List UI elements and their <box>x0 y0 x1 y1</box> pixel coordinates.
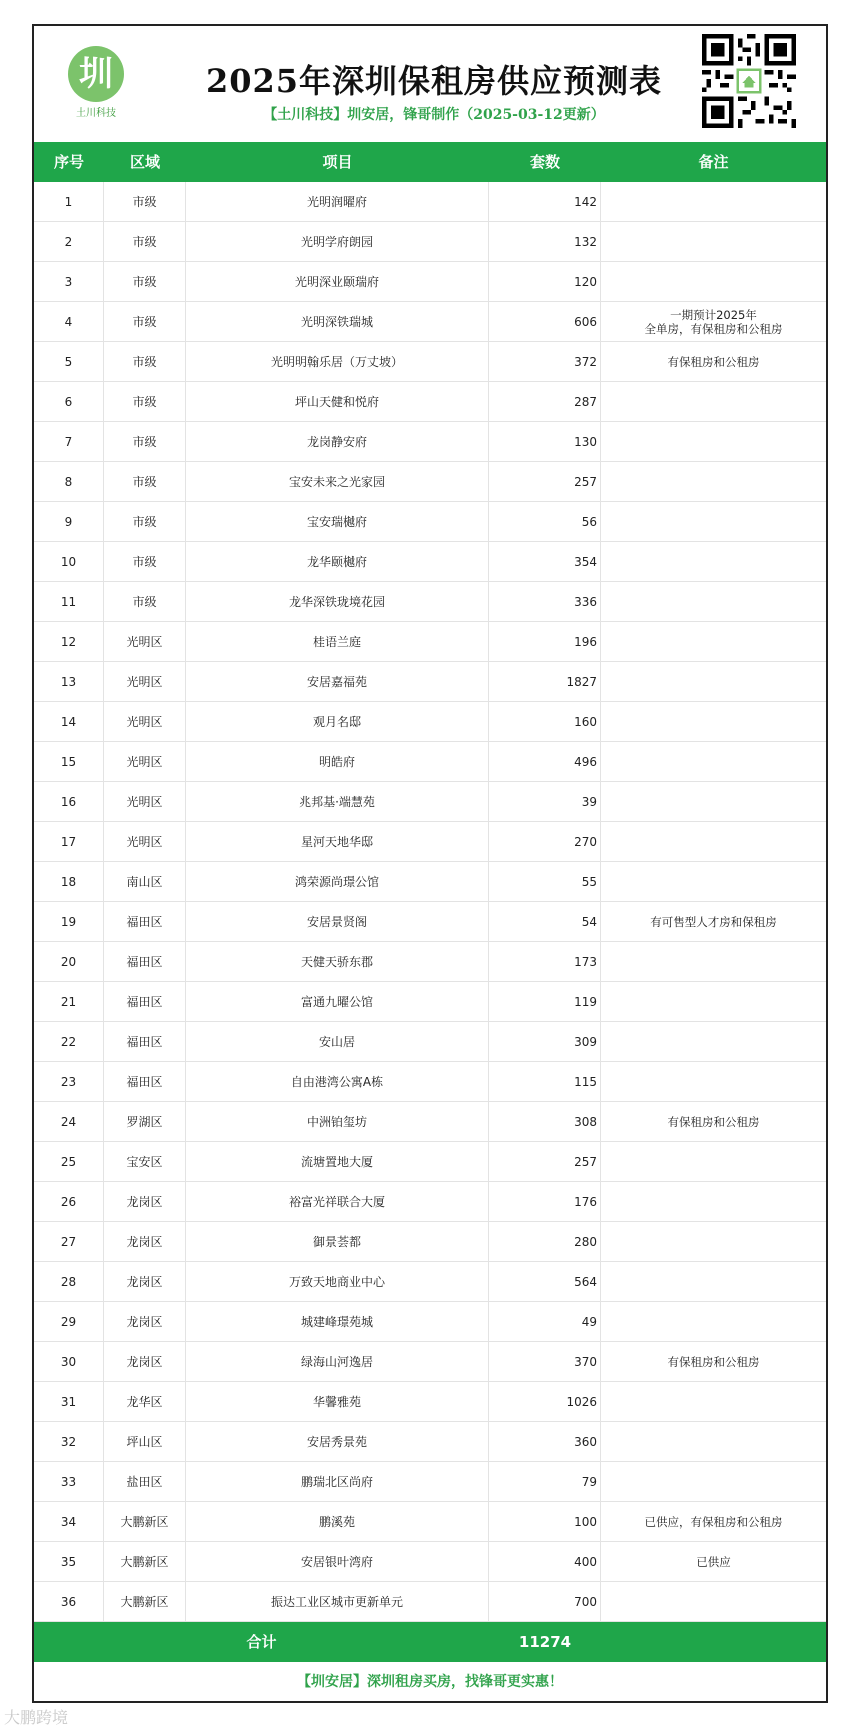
cell-district: 龙华区 <box>104 1382 186 1421</box>
cell-district: 福田区 <box>104 982 186 1021</box>
cell-units: 270 <box>489 822 601 861</box>
cell-district: 福田区 <box>104 1062 186 1101</box>
cell-notes <box>601 1302 826 1341</box>
cell-notes <box>601 1022 826 1061</box>
cell-index: 24 <box>34 1102 104 1141</box>
cell-project: 宝安未来之光家园 <box>186 462 489 501</box>
cell-index: 2 <box>34 222 104 261</box>
cell-index: 33 <box>34 1462 104 1501</box>
cell-index: 19 <box>34 902 104 941</box>
table-row <box>34 582 826 622</box>
cell-project: 桂语兰庭 <box>186 622 489 661</box>
cell-index: 16 <box>34 782 104 821</box>
cell-index: 11 <box>34 582 104 621</box>
cell-notes <box>601 262 826 301</box>
table-row <box>34 742 826 782</box>
cell-project: 光明深业颐瑞府 <box>186 262 489 301</box>
cell-project: 振达工业区城市更新单元 <box>186 1582 489 1621</box>
cell-notes <box>601 782 826 821</box>
cell-notes: 一期预计2025年 全单房，有保租房和公租房 <box>644 307 783 336</box>
cell-notes <box>601 182 826 221</box>
cell-notes <box>601 1062 826 1101</box>
cell-units: 400 <box>489 1542 601 1581</box>
table-row <box>34 542 826 582</box>
col-header-units: 套数 <box>529 153 560 171</box>
table-row <box>34 982 826 1022</box>
cell-district: 市级 <box>104 342 186 381</box>
cell-index: 4 <box>34 302 104 341</box>
cell-project: 绿海山河逸居 <box>186 1342 489 1381</box>
table-row <box>34 1422 826 1462</box>
cell-notes: 有保租房和公租房 <box>667 1114 760 1129</box>
cell-district: 光明区 <box>104 822 186 861</box>
cell-units: 280 <box>489 1222 601 1261</box>
table-row <box>34 902 826 942</box>
cell-project: 天健天骄东郡 <box>186 942 489 981</box>
cell-index: 5 <box>34 342 104 381</box>
logo-badge: 圳 <box>68 46 124 102</box>
table-row <box>34 702 826 742</box>
cell-project: 明皓府 <box>186 742 489 781</box>
cell-units: 39 <box>489 782 601 821</box>
cell-district: 坪山区 <box>104 1422 186 1461</box>
cell-district: 大鹏新区 <box>104 1582 186 1621</box>
cell-project: 光明润曜府 <box>186 182 489 221</box>
cell-project: 城建峰璟苑城 <box>186 1302 489 1341</box>
cell-district: 罗湖区 <box>104 1102 186 1141</box>
cell-district: 福田区 <box>104 1022 186 1061</box>
cell-district: 市级 <box>104 462 186 501</box>
cell-district: 宝安区 <box>104 1142 186 1181</box>
cell-index: 6 <box>34 382 104 421</box>
table-row <box>34 462 826 502</box>
cell-notes <box>601 1382 826 1421</box>
col-header-district: 区域 <box>129 153 160 171</box>
cell-project: 龙华颐樾府 <box>186 542 489 581</box>
cell-notes <box>601 822 826 861</box>
cell-project: 光明明翰乐居（万丈坡） <box>186 342 489 381</box>
table-row <box>34 1502 826 1542</box>
cell-project: 中洲铂玺坊 <box>186 1102 489 1141</box>
cell-project: 兆邦基·端慧苑 <box>186 782 489 821</box>
table-header <box>34 142 826 182</box>
cell-index: 1 <box>34 182 104 221</box>
cell-units: 257 <box>489 462 601 501</box>
cell-index: 25 <box>34 1142 104 1181</box>
cell-district: 大鹏新区 <box>104 1542 186 1581</box>
table-row <box>34 262 826 302</box>
cell-project: 鹏溪苑 <box>186 1502 489 1541</box>
cell-units: 115 <box>489 1062 601 1101</box>
cell-notes <box>601 502 826 541</box>
cell-project: 流塘置地大厦 <box>186 1142 489 1181</box>
cell-units: 130 <box>489 422 601 461</box>
total-row <box>34 1622 826 1662</box>
cell-district: 光明区 <box>104 702 186 741</box>
cell-project: 安居秀景苑 <box>186 1422 489 1461</box>
table-row <box>34 1262 826 1302</box>
cell-project: 观月名邸 <box>186 702 489 741</box>
cell-district: 市级 <box>104 222 186 261</box>
table-row <box>34 1582 826 1622</box>
table-row <box>34 1182 826 1222</box>
cell-notes <box>601 1222 826 1261</box>
cell-project: 龙华深铁珑境花园 <box>186 582 489 621</box>
cell-units: 606 <box>489 302 601 341</box>
cell-units: 196 <box>489 622 601 661</box>
cell-district: 市级 <box>104 422 186 461</box>
cell-project: 安山居 <box>186 1022 489 1061</box>
cell-units: 132 <box>489 222 601 261</box>
cell-units: 79 <box>489 1462 601 1501</box>
cell-units: 55 <box>489 862 601 901</box>
cell-project: 星河天地华邸 <box>186 822 489 861</box>
cell-notes <box>601 1462 826 1501</box>
page-title: 2025年深圳保租房供应预测表 <box>205 62 663 100</box>
cell-index: 9 <box>34 502 104 541</box>
cell-district: 市级 <box>104 302 186 341</box>
table-row <box>34 502 826 542</box>
cell-project: 安居银叶湾府 <box>186 1542 489 1581</box>
cell-district: 市级 <box>104 382 186 421</box>
cell-notes <box>601 1422 826 1461</box>
cell-index: 21 <box>34 982 104 1021</box>
cell-district: 光明区 <box>104 782 186 821</box>
cell-project: 宝安瑞樾府 <box>186 502 489 541</box>
cell-units: 287 <box>489 382 601 421</box>
header <box>34 26 826 142</box>
cell-project: 富通九曜公馆 <box>186 982 489 1021</box>
cell-units: 1827 <box>489 662 601 701</box>
cell-index: 15 <box>34 742 104 781</box>
cell-index: 30 <box>34 1342 104 1381</box>
cell-units: 100 <box>489 1502 601 1541</box>
cell-notes <box>601 542 826 581</box>
cell-index: 20 <box>34 942 104 981</box>
qr-code-icon <box>702 34 796 128</box>
cell-notes <box>601 942 826 981</box>
cell-notes <box>601 662 826 701</box>
cell-notes <box>601 622 826 661</box>
cell-units: 54 <box>489 902 601 941</box>
table-row <box>34 862 826 902</box>
cell-units: 360 <box>489 1422 601 1461</box>
cell-project: 光明深铁瑞城 <box>186 302 489 341</box>
cell-index: 10 <box>34 542 104 581</box>
cell-index: 27 <box>34 1222 104 1261</box>
cell-units: 496 <box>489 742 601 781</box>
table-row <box>34 1542 826 1582</box>
cell-project: 安居景贤阁 <box>186 902 489 941</box>
table-body <box>34 182 826 1622</box>
cell-district: 龙岗区 <box>104 1302 186 1341</box>
table-row <box>34 942 826 982</box>
table-row <box>34 1462 826 1502</box>
cell-units: 309 <box>489 1022 601 1061</box>
cell-index: 3 <box>34 262 104 301</box>
cell-notes <box>601 382 826 421</box>
cell-district: 龙岗区 <box>104 1262 186 1301</box>
table-row <box>34 1382 826 1422</box>
total-spacer <box>601 1622 826 1662</box>
cell-units: 308 <box>489 1102 601 1141</box>
table-row <box>34 1222 826 1262</box>
brand-logo <box>64 46 128 119</box>
cell-units: 120 <box>489 262 601 301</box>
cell-notes: 已供应 <box>696 1554 731 1569</box>
cell-notes <box>601 422 826 461</box>
cell-index: 14 <box>34 702 104 741</box>
table-row <box>34 422 826 462</box>
cell-project: 龙岗静安府 <box>186 422 489 461</box>
cell-units: 257 <box>489 1142 601 1181</box>
cell-project: 鸿荣源尚璟公馆 <box>186 862 489 901</box>
page-subtitle: 【土川科技】圳安居，锋哥制作（2025-03-12更新） <box>263 107 605 123</box>
cell-notes <box>601 742 826 781</box>
table-row <box>34 662 826 702</box>
cell-units: 370 <box>489 1342 601 1381</box>
cell-index: 26 <box>34 1182 104 1221</box>
cell-district: 龙岗区 <box>104 1182 186 1221</box>
cell-district: 市级 <box>104 582 186 621</box>
cell-district: 南山区 <box>104 862 186 901</box>
cell-district: 光明区 <box>104 742 186 781</box>
table-row <box>34 822 826 862</box>
cell-notes <box>601 222 826 261</box>
cell-project: 坪山天健和悦府 <box>186 382 489 421</box>
logo-caption: 土川科技 <box>76 108 116 119</box>
cell-notes <box>601 982 826 1021</box>
cell-project: 御景荟都 <box>186 1222 489 1261</box>
table-row <box>34 782 826 822</box>
cell-index: 28 <box>34 1262 104 1301</box>
watermark: 大鹏跨境 <box>4 1708 69 1727</box>
table-row <box>34 1022 826 1062</box>
cell-index: 35 <box>34 1542 104 1581</box>
sheet-frame <box>32 24 828 1703</box>
cell-units: 119 <box>489 982 601 1021</box>
cell-project: 安居嘉福苑 <box>186 662 489 701</box>
cell-district: 市级 <box>104 542 186 581</box>
cell-units: 336 <box>489 582 601 621</box>
cell-index: 8 <box>34 462 104 501</box>
total-label: 合计 <box>246 1633 277 1651</box>
cell-index: 12 <box>34 622 104 661</box>
cell-district: 光明区 <box>104 622 186 661</box>
cell-notes <box>601 1262 826 1301</box>
cell-notes <box>601 862 826 901</box>
cell-district: 盐田区 <box>104 1462 186 1501</box>
cell-index: 17 <box>34 822 104 861</box>
cell-notes <box>601 1182 826 1221</box>
cell-index: 36 <box>34 1582 104 1621</box>
cell-project: 华馨雅苑 <box>186 1382 489 1421</box>
cell-district: 市级 <box>104 262 186 301</box>
cell-notes: 有可售型人才房和保租房 <box>650 914 777 929</box>
cell-project: 鹏瑞北区尚府 <box>186 1462 489 1501</box>
col-header-notes: 备注 <box>698 153 729 171</box>
cell-index: 22 <box>34 1022 104 1061</box>
cell-notes <box>601 1142 826 1181</box>
table-row <box>34 622 826 662</box>
table-row <box>34 222 826 262</box>
cell-notes <box>601 1582 826 1621</box>
cell-notes: 有保租房和公租房 <box>667 1354 760 1369</box>
cell-notes: 已供应，有保租房和公租房 <box>644 1514 783 1529</box>
cell-units: 173 <box>489 942 601 981</box>
cell-project: 万致天地商业中心 <box>186 1262 489 1301</box>
table-row <box>34 1102 826 1142</box>
cell-units: 1026 <box>489 1382 601 1421</box>
cell-district: 大鹏新区 <box>104 1502 186 1541</box>
table-row <box>34 1302 826 1342</box>
cell-notes: 有保租房和公租房 <box>667 354 760 369</box>
cell-index: 7 <box>34 422 104 461</box>
table-row <box>34 1142 826 1182</box>
cell-district: 市级 <box>104 182 186 221</box>
cell-index: 31 <box>34 1382 104 1421</box>
cell-district: 龙岗区 <box>104 1222 186 1261</box>
cell-project: 自由港湾公寓A栋 <box>186 1062 489 1101</box>
table-row <box>34 342 826 382</box>
table-row <box>34 382 826 422</box>
cell-index: 32 <box>34 1422 104 1461</box>
cell-notes <box>601 702 826 741</box>
table-row <box>34 302 826 342</box>
cell-notes <box>601 462 826 501</box>
col-header-project: 项目 <box>322 153 353 171</box>
cell-units: 160 <box>489 702 601 741</box>
cell-index: 23 <box>34 1062 104 1101</box>
cell-index: 34 <box>34 1502 104 1541</box>
cell-units: 176 <box>489 1182 601 1221</box>
cell-index: 18 <box>34 862 104 901</box>
cell-district: 光明区 <box>104 662 186 701</box>
cell-district: 市级 <box>104 502 186 541</box>
footer-slogan: 【圳安居】深圳租房买房，找锋哥更实惠！ <box>297 1674 563 1690</box>
cell-units: 49 <box>489 1302 601 1341</box>
cell-index: 29 <box>34 1302 104 1341</box>
cell-index: 13 <box>34 662 104 701</box>
cell-units: 56 <box>489 502 601 541</box>
cell-units: 564 <box>489 1262 601 1301</box>
cell-units: 372 <box>489 342 601 381</box>
col-header-index: 序号 <box>53 153 84 171</box>
cell-district: 福田区 <box>104 942 186 981</box>
table-row <box>34 1062 826 1102</box>
cell-project: 光明学府朗园 <box>186 222 489 261</box>
cell-district: 龙岗区 <box>104 1342 186 1381</box>
cell-notes <box>601 582 826 621</box>
cell-project: 裕富光祥联合大厦 <box>186 1182 489 1221</box>
table-row <box>34 1342 826 1382</box>
cell-units: 354 <box>489 542 601 581</box>
total-value: 11274 <box>518 1633 572 1651</box>
cell-district: 福田区 <box>104 902 186 941</box>
cell-units: 700 <box>489 1582 601 1621</box>
cell-units: 142 <box>489 182 601 221</box>
table-row <box>34 182 826 222</box>
